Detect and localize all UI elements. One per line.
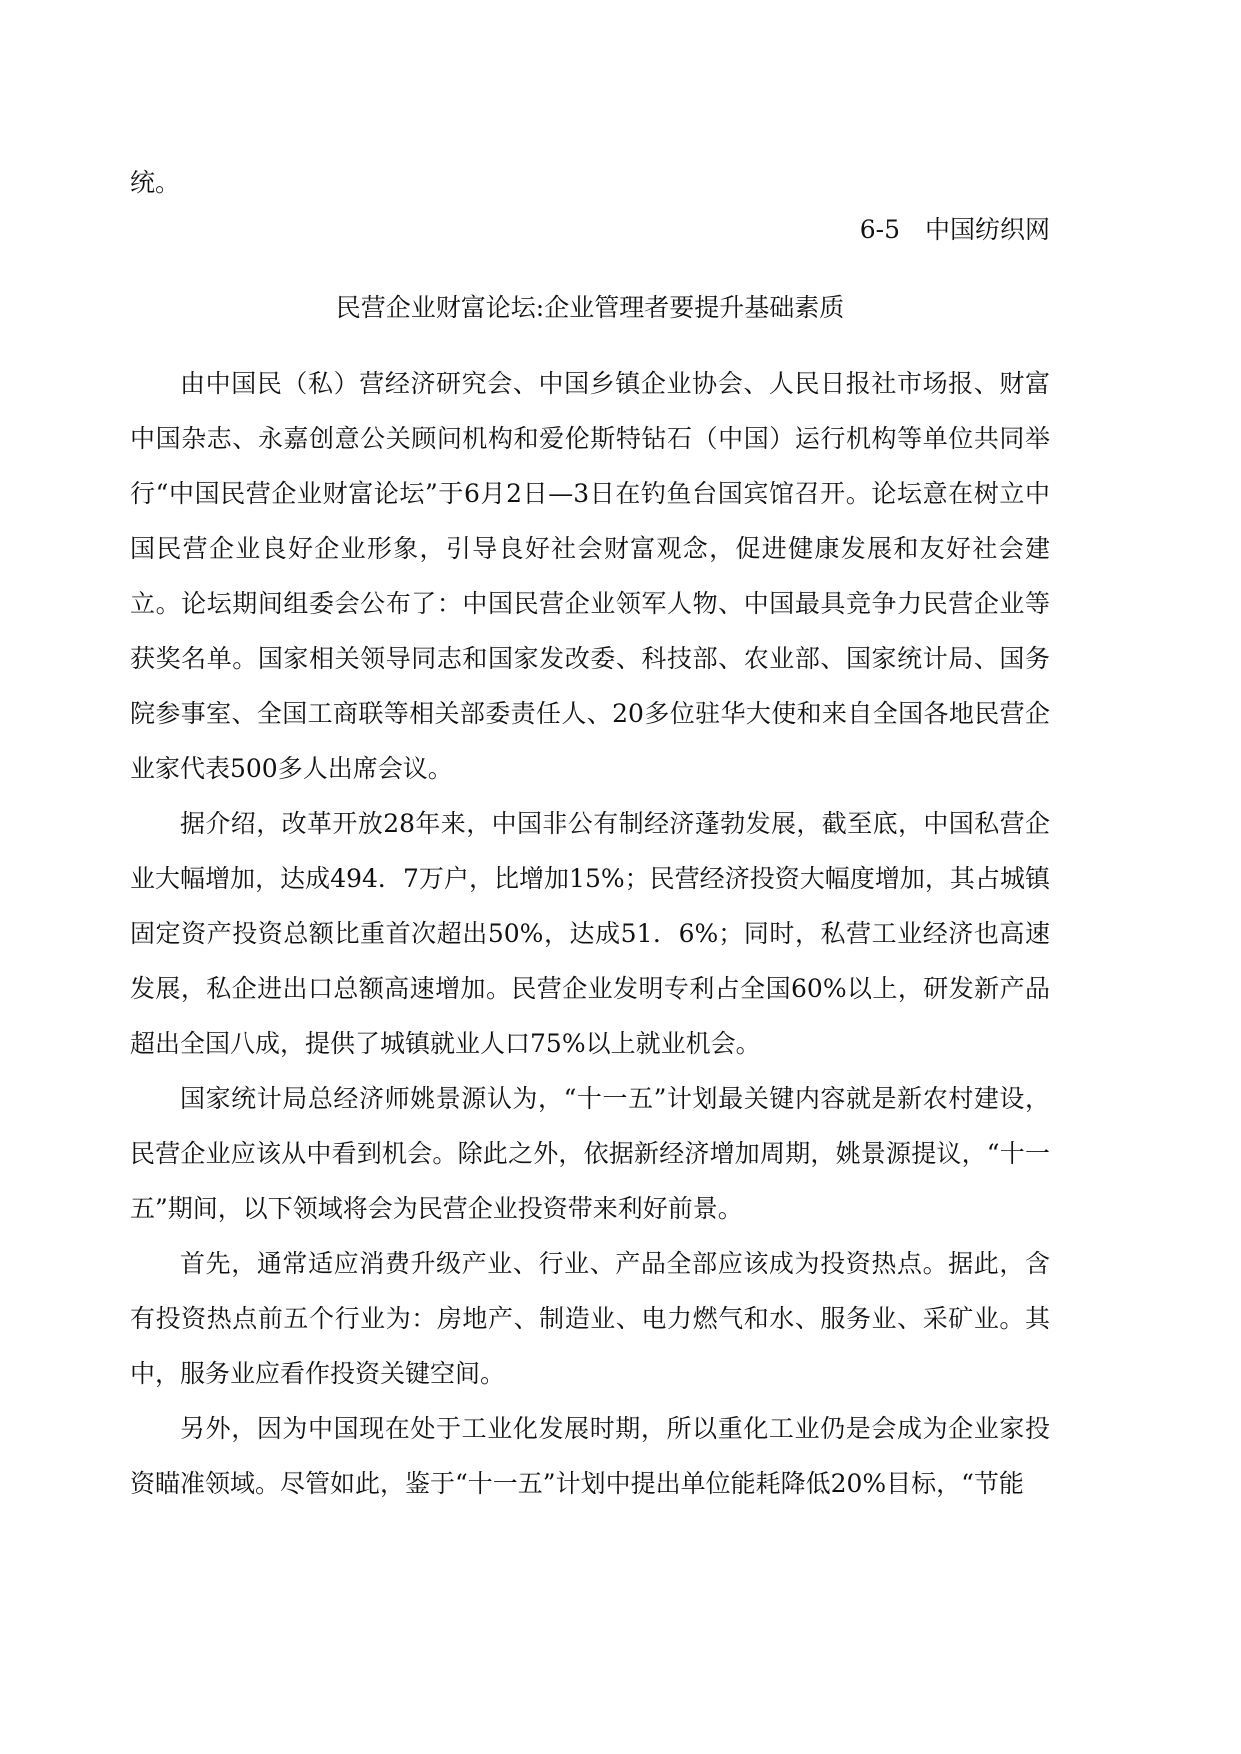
article-source-line: 6-5 中国纺织网 <box>859 215 1050 244</box>
paragraph-5: 另外，因为中国现在处于工业化发展时期，所以重化工业仍是会成为企业家投资瞄准领域。尽管如此，鉴于“十一五”计划中提出单位能耗降低20%目标，“节能 <box>130 1414 1050 1498</box>
paragraph-1: 由中国民（私）营经济研究会、中国乡镇企业协会、人民日报社市场报、财富中国杂志、永嘉创意公关顾问机构和爱伦斯特钻石（中国）运行机构等单位共同举行“中国民营企业财富论坛”于6月2日—3日在钓鱼台国宾馆召开。论坛意在树立中国民营企业良好企业形象，引导良好社会财富观念，促进健康发展和友好社会建立。论坛期间组委会公布了：中国民营企业领军人物、中国最具竞争力民营企业等获奖名单。国家相关领导同志和国家发改委、科技部、农业部、国家统计局、国务院参事室、全国工商联等相关部委责任人、20多位驻华大使和来自全国各地民营企业家代表500多人出席会议。 <box>130 369 1050 783</box>
paragraph-4: 首先，通常适应消费升级产业、行业、产品全部应该成为投资热点。据此，含有投资热点前五个行业为：房地产、制造业、电力燃气和水、服务业、采矿业。其中，服务业应看作投资关键空间。 <box>130 1249 1050 1388</box>
continued-text-fragment: 统。 <box>130 168 181 197</box>
paragraph-2: 据介绍，改革开放28年来，中国非公有制经济蓬勃发展，截至底，中国私营企业大幅增加，达成494．7万户，比增加15%；民营经济投资大幅度增加，其占城镇固定资产投资总额比重首次超出50%，达成51．6%；同时，私营工业经济也高速发展，私企进出口总额高速增加。民营企业发明专利占全国60%以上，研发新产品超出全国八成，提供了城镇就业人口75%以上就业机会。 <box>130 809 1050 1058</box>
paragraph-3: 国家统计局总经济师姚景源认为，“十一五”计划最关键内容就是新农村建设，民营企业应该从中看到机会。除此之外，依据新经济增加周期，姚景源提议，“十一五”期间，以下领域将会为民营企业投资带来利好前景。 <box>130 1084 1050 1223</box>
article-title: 民营企业财富论坛:企业管理者要提升基础素质 <box>335 293 845 322</box>
